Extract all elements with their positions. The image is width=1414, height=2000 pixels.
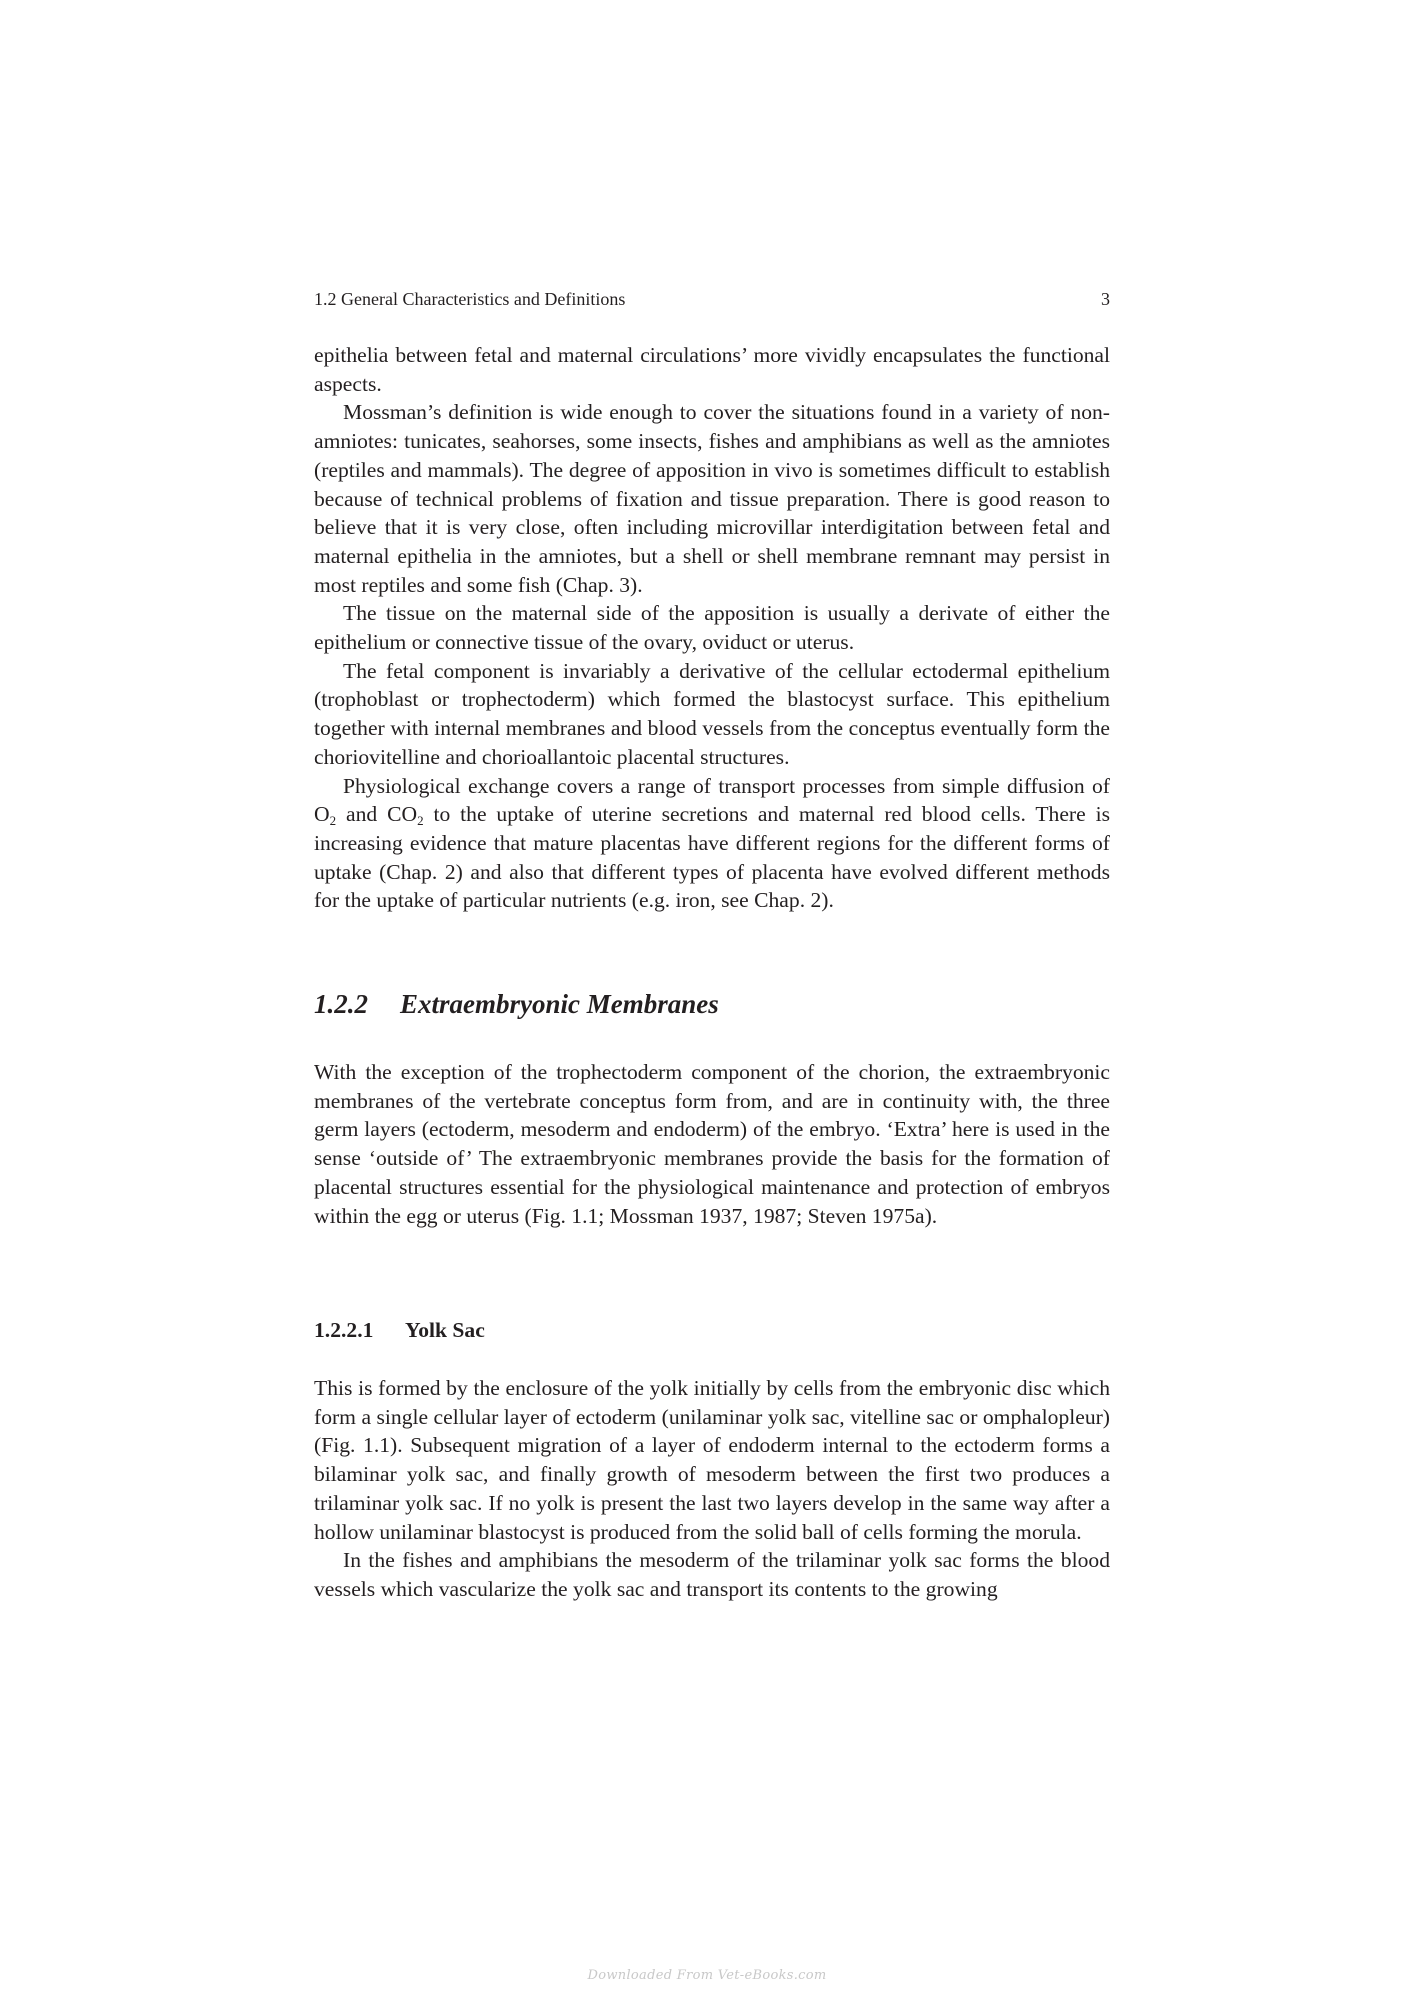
text-run: and CO	[336, 802, 418, 827]
paragraph: epithelia between fetal and maternal circulations’ more vividly encapsulates the functional aspects.	[314, 343, 1110, 396]
subsection-title: Yolk Sac	[405, 1318, 485, 1342]
subscript: 2	[329, 813, 337, 829]
body-text-block-2	[314, 1058, 1110, 1230]
paragraph: Mossman’s definition is wide enough to cover the situations found in a variety of non-amniotes: tunicates, seahorses, some insects, fishes and amphibians as well as the amniotes (reptiles and mammals). The degree of apposition in vivo is sometimes difficult to establish because of technical problems of fixation and tissue preparation. There is good reason to believe that it is very close, often including microvillar interdigitation between fetal and maternal epithelia in the amniotes, but a shell or shell membrane remnant may persist in most reptiles and some fish (Chap. 3).	[314, 400, 1110, 597]
section-number: 1.2.2	[314, 989, 368, 1019]
subscript: 2	[417, 813, 424, 829]
page-number: 3	[1101, 289, 1110, 309]
section-title: Extraembryonic Membranes	[400, 989, 719, 1019]
download-watermark: Downloaded From Vet-eBooks.com	[587, 1968, 827, 1983]
body-text-block-3	[314, 1374, 1110, 1604]
paragraph: The fetal component is invariably a derivative of the cellular ectodermal epithelium (trophoblast or trophectoderm) which formed the blastocyst surface. This epithelium together with internal membranes and blood vessels from the conceptus eventually form the choriovitelline and chorioallantoic placental structures.	[314, 658, 1110, 769]
section-heading	[314, 987, 719, 1021]
subsection-number: 1.2.2.1	[314, 1318, 374, 1342]
subsection-heading	[314, 1316, 485, 1344]
paragraph	[314, 772, 1110, 916]
paragraph: This is formed by the enclosure of the yolk initially by cells from the embryonic disc which form a single cellular layer of ectoderm (unilaminar yolk sac, vitelline sac or omphalopleur) (Fig. 1.1). Subsequent migration of a layer of endoderm internal to the ectoderm forms a bilaminar yolk sac, and finally growth of mesoderm between the first two produces a trilaminar yolk sac. If no yolk is present the last two layers develop in the same way after a hollow unilaminar blastocyst is produced from the solid ball of cells forming the morula.	[314, 1376, 1110, 1544]
body-text-block-1	[314, 341, 1110, 915]
running-head-title: 1.2 General Characteristics and Definitions	[314, 289, 626, 309]
paragraph: With the exception of the trophectoderm component of the chorion, the extraembryonic membranes of the vertebrate conceptus form from, and are in continuity with, the three germ layers (ectoderm, mesoderm and endoderm) of the embryo. ‘Extra’ here is used in the sense ‘outside of’ The extraembryonic membranes provide the basis for the formation of placental structures essential for the physiological maintenance and protection of embryos within the egg or uterus (Fig. 1.1; Mossman 1937, 1987; Steven 1975a).	[314, 1060, 1110, 1228]
text-run: Physiological exchange covers a range of transport processes from simple diffusion of O	[314, 773, 1110, 827]
paragraph: In the fishes and amphibians the mesoderm of the trilaminar yolk sac forms the blood vessels which vascularize the yolk sac and transport its contents to the growing	[314, 1548, 1110, 1601]
paragraph: The tissue on the maternal side of the apposition is usually a derivate of either the epithelium or connective tissue of the ovary, oviduct or uterus.	[314, 601, 1110, 655]
text-run: to the uptake of uterine secretions and maternal red blood cells. There is increasing evidence that mature placentas have different regions for the different forms of uptake (Chap. 2) and also that different types of placenta have evolved different methods for the uptake of particular nutrients (e.g. iron, see Chap. 2).	[314, 802, 1110, 913]
